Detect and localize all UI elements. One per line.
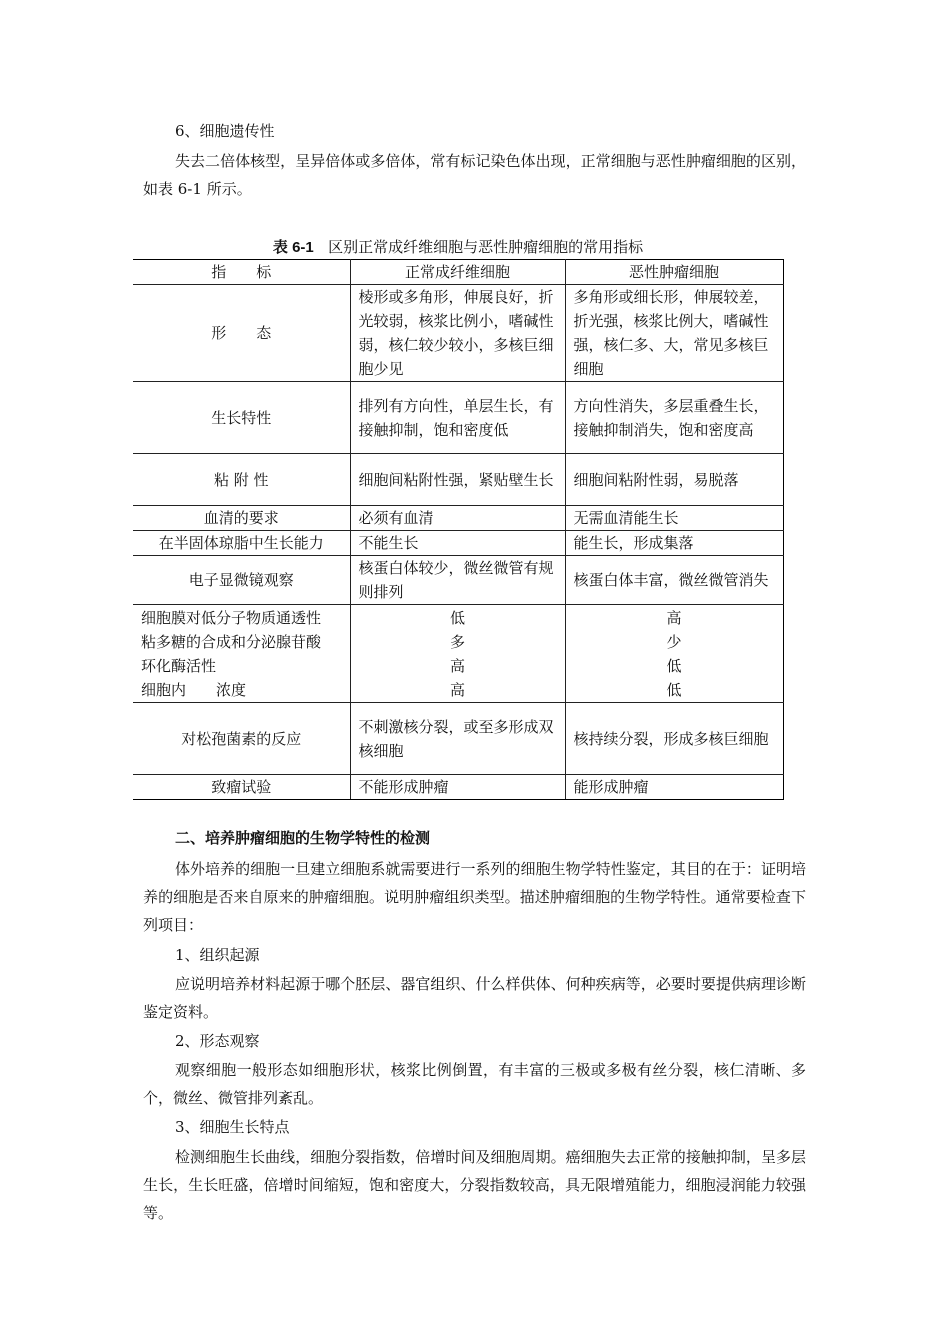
table-row — [133, 382, 783, 454]
header-normal: 正常成纤维细胞 — [350, 260, 565, 285]
table-caption — [133, 236, 783, 257]
group-normal-item: 高 — [449, 680, 465, 699]
item-heading-growth: 3、细胞生长特点 — [175, 1118, 290, 1136]
group-normal-item: 多 — [449, 632, 465, 651]
table-caption-label: 表 6-1 — [272, 239, 314, 256]
section-heading-tumor-detection: 二、培养肿瘤细胞的生物学特性的检测 — [175, 829, 431, 847]
row-normal: 细胞间粘附性强，紧贴壁生长 — [350, 454, 565, 506]
row-malignant: 核蛋白体丰富，微丝微管消失 — [565, 556, 783, 605]
item-text-morphology: 观察细胞一般形态如细胞形状，核浆比例倒置，有丰富的三极或多极有丝分裂，核仁清晰、多个，微丝、微管排列紊乱。 — [143, 1061, 806, 1107]
row-malignant: 能生长，形成集落 — [565, 531, 783, 556]
group-indicator-item: 环化酶活性 — [141, 656, 217, 675]
row-malignant: 核持续分裂，形成多核巨细胞 — [565, 703, 783, 775]
table-row — [133, 506, 783, 531]
table-row — [133, 556, 783, 605]
table-header-row — [133, 260, 783, 285]
group-normal-item: 高 — [449, 656, 465, 675]
group-indicator-item: 粘多糖的合成和分泌腺苷酸 — [141, 632, 322, 651]
row-indicator: 在半固体琼脂中生长能力 — [133, 531, 350, 556]
row-malignant: 能形成肿瘤 — [565, 775, 783, 800]
intro-paragraph: 失去二倍体核型，呈异倍体或多倍体，常有标记染色体出现，正常细胞与恶性肿瘤细胞的区别，如表 6-1 所示。 — [143, 152, 806, 198]
row-indicator: 生长特性 — [133, 382, 350, 454]
group-malignant-item: 高 — [666, 608, 682, 627]
row-normal: 不能生长 — [350, 531, 565, 556]
row-normal: 必须有血清 — [350, 506, 565, 531]
row-indicator: 形 态 — [133, 285, 350, 382]
row-normal: 棱形或多角形，伸展良好，折光较弱，核浆比例小，嗜碱性弱，核仁较少较小，多核巨细胞少见 — [350, 285, 565, 382]
row-normal: 核蛋白体较少，微丝微管有规则排列 — [350, 556, 565, 605]
table-row — [133, 454, 783, 506]
group-malignant-item: 少 — [666, 632, 682, 651]
group-malignant-item: 低 — [666, 656, 682, 675]
header-indicator: 指 标 — [133, 260, 350, 285]
header-malignant: 恶性肿瘤细胞 — [565, 260, 783, 285]
comparison-table — [133, 259, 784, 800]
group-normal-item: 低 — [449, 608, 465, 627]
section2-paragraph: 体外培养的细胞一旦建立细胞系就需要进行一系列的细胞生物学特性鉴定，其目的在于：证明培养的细胞是否来自原来的肿瘤细胞。说明肿瘤组织类型。描述肿瘤细胞的生物学特性。通常要检查下列项目： — [143, 860, 806, 934]
item-text-growth: 检测细胞生长曲线，细胞分裂指数，倍增时间及细胞周期。癌细胞失去正常的接触抑制，呈多层生长，生长旺盛，倍增时间缩短，饱和密度大，分裂指数较高，具无限增殖能力，细胞浸润能力较强等。 — [143, 1148, 806, 1222]
row-indicator: 对松孢菌素的反应 — [133, 703, 350, 775]
table-row — [133, 531, 783, 556]
item-text-tissue-origin: 应说明培养材料起源于哪个胚层、器官组织、什么样供体、何种疾病等，必要时要提供病理诊断鉴定资料。 — [143, 975, 806, 1021]
row-normal: 不能形成肿瘤 — [350, 775, 565, 800]
group-indicator-item: 细胞内 浓度 — [141, 680, 247, 699]
group-indicators — [133, 605, 350, 703]
section-heading-cell-genetics: 6、细胞遗传性 — [175, 122, 275, 140]
row-malignant: 无需血清能生长 — [565, 506, 783, 531]
table-row-group — [133, 605, 783, 703]
item-heading-tissue-origin: 1、组织起源 — [175, 946, 260, 964]
row-malignant: 多角形或细长形，伸展较差，折光强，核浆比例大，嗜碱性强，核仁多、大，常见多核巨细胞 — [565, 285, 783, 382]
row-indicator: 电子显微镜观察 — [133, 556, 350, 605]
row-indicator: 致瘤试验 — [133, 775, 350, 800]
row-indicator: 血清的要求 — [133, 506, 350, 531]
table-row — [133, 285, 783, 382]
group-indicator-item: 细胞膜对低分子物质通透性 — [141, 608, 322, 627]
table-row — [133, 775, 783, 800]
group-malignant-item: 低 — [666, 680, 682, 699]
row-normal: 不刺激核分裂，或至多形成双核细胞 — [350, 703, 565, 775]
row-malignant: 方向性消失，多层重叠生长，接触抑制消失，饱和密度高 — [565, 382, 783, 454]
group-normal-values — [350, 605, 565, 703]
row-normal: 排列有方向性，单层生长，有接触抑制，饱和密度低 — [350, 382, 565, 454]
row-indicator: 粘 附 性 — [133, 454, 350, 506]
item-heading-morphology: 2、形态观察 — [175, 1032, 260, 1050]
table-row — [133, 703, 783, 775]
group-malignant-values — [565, 605, 783, 703]
table-caption-text: 区别正常成纤维细胞与恶性肿瘤细胞的常用指标 — [328, 238, 644, 256]
row-malignant: 细胞间粘附性弱，易脱落 — [565, 454, 783, 506]
